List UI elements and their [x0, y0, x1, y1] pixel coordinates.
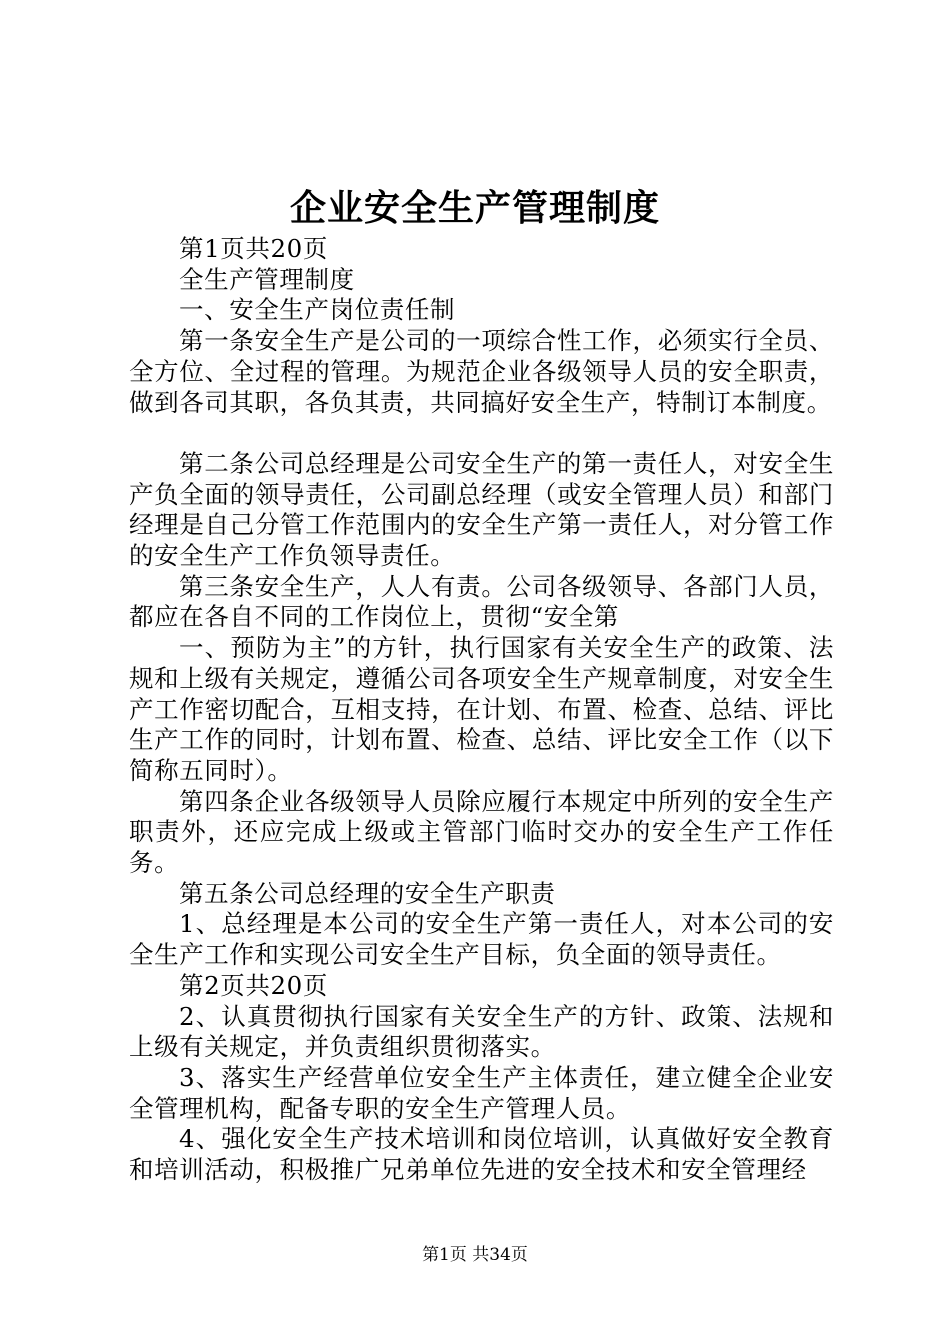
document-body	[129, 234, 834, 1186]
document-title: 企业安全生产管理制度	[289, 187, 660, 229]
paragraph-page-marker-1: 第1页共20页	[179, 234, 328, 263]
paragraph-item-4: 4、强化安全生产技术培训和岗位培训，认真做好安全教育和培训活动，积极推广兄弟单位先进的安全技术和安全管理经	[129, 1124, 834, 1185]
paragraph-subtitle: 全生产管理制度	[179, 264, 355, 294]
page-footer: 第1页 共34页	[422, 1245, 528, 1265]
paragraph-gap	[129, 418, 834, 449]
paragraph-article-5-heading: 第五条公司总经理的安全生产职责	[179, 878, 556, 908]
paragraph-article-2: 第二条公司总经理是公司安全生产的第一责任人，对安全生产负全面的领导责任，公司副总经理（或安全管理人员）和部门经理是自己分管工作范围内的安全生产第一责任人，对分管工作的安全生产工作负领导责任。	[129, 448, 834, 571]
paragraph-article-4: 第四条企业各级领导人员除应履行本规定中所列的安全生产职责外，还应完成上级或主管部门临时交办的安全生产工作任务。	[129, 786, 834, 878]
paragraph-article-3-cont: 一、预防为主”的方针，执行国家有关安全生产的政策、法规和上级有关规定，遵循公司各项安全生产规章制度，对安全生产工作密切配合，互相支持，在计划、布置、检查、总结、评比生产工作的同时，计划布置、检查、总结、评比安全工作（以下简称五同时）。	[129, 633, 834, 785]
paragraph-article-1: 第一条安全生产是公司的一项综合性工作，必须实行全员、全方位、全过程的管理。为规范企业各级领导人员的安全职责，做到各司其职，各负其责，共同搞好安全生产，特制订本制度。	[129, 326, 834, 417]
paragraph-article-3: 第三条安全生产，人人有责。公司各级领导、各部门人员，都应在各自不同的工作岗位上，贯彻“安全第	[129, 571, 834, 632]
paragraph-item-2: 2、认真贯彻执行国家有关安全生产的方针、政策、法规和上级有关规定，并负责组织贯彻落实。	[129, 1001, 834, 1062]
paragraph-item-1: 1、总经理是本公司的安全生产第一责任人，对本公司的安全生产工作和实现公司安全生产目标，负全面的领导责任。	[129, 909, 834, 970]
paragraph-section-heading: 一、安全生产岗位责任制	[179, 295, 456, 325]
paragraph-page-marker-2: 第2页共20页	[179, 970, 328, 1000]
paragraph-item-3: 3、落实生产经营单位安全生产主体责任，建立健全企业安全管理机构，配备专职的安全生产管理人员。	[129, 1062, 834, 1123]
